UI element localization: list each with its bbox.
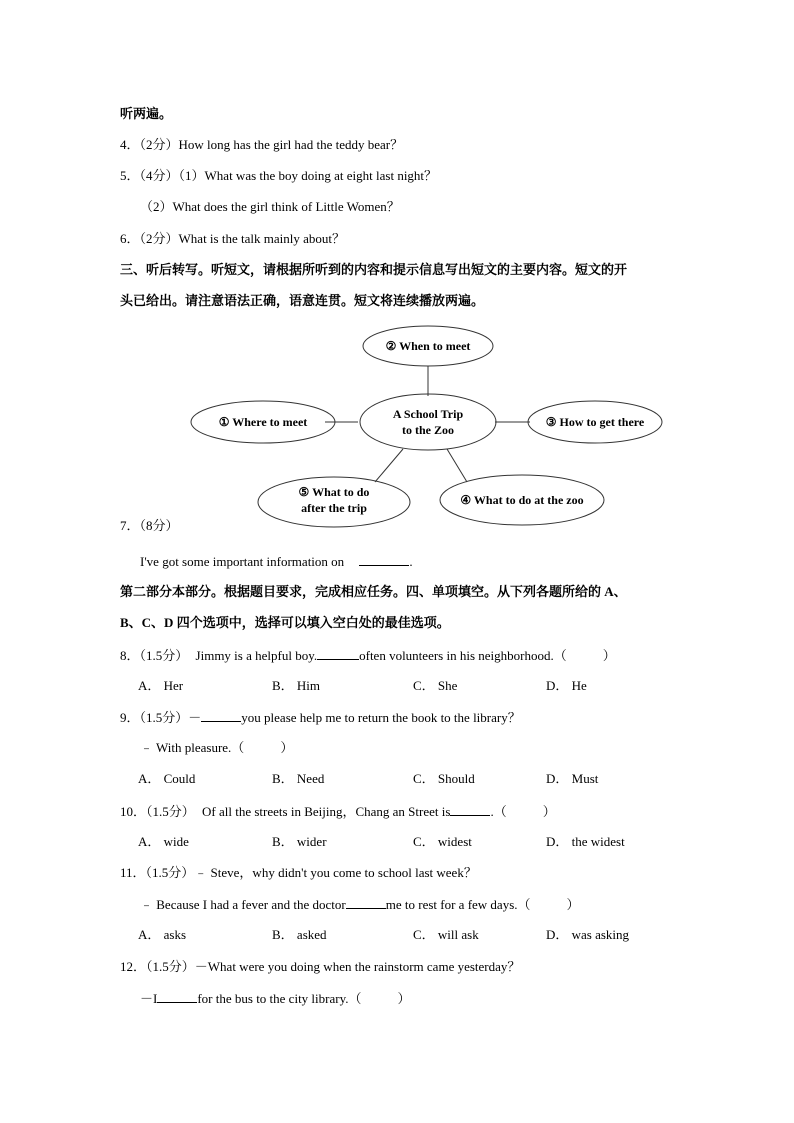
question-9 bbox=[120, 709, 521, 726]
question-12 bbox=[120, 959, 520, 975]
node-where-label: ① Where to meet bbox=[218, 415, 308, 429]
q6-text: What is the talk mainly about？ bbox=[178, 231, 345, 246]
q11-number: 11． bbox=[120, 865, 146, 880]
q12-reply-before: －I bbox=[140, 991, 158, 1006]
q10-blank[interactable] bbox=[450, 803, 490, 816]
q11-reply-before: ﹣ Because I had a fever and the doctor bbox=[140, 897, 346, 912]
q9-text-after: you please help me to return the book to the library？ bbox=[241, 710, 521, 725]
q10-option-a[interactable]: A． wide bbox=[138, 834, 189, 849]
q7-score: （8分） bbox=[139, 518, 179, 533]
q8-number: 8． bbox=[120, 648, 140, 663]
q8-option-b[interactable]: B． Him bbox=[272, 678, 321, 693]
q11-reply-after: me to rest for a few days.（ bbox=[385, 897, 531, 912]
q10-text-before: Of all the streets in Beijing，Chang an Street is bbox=[202, 804, 451, 819]
q7-end: . bbox=[409, 554, 413, 569]
q7-text: I've got some important information on bbox=[140, 554, 345, 569]
q9-reply bbox=[140, 740, 293, 756]
q8-text-after: often volunteers in his neighborhood.（ bbox=[359, 648, 567, 663]
question-6 bbox=[120, 231, 345, 247]
q8-close: ） bbox=[602, 648, 616, 663]
q8-option-a[interactable]: A． Her bbox=[138, 678, 184, 693]
q8-blank[interactable] bbox=[317, 647, 359, 660]
q11-option-d[interactable]: D． was asking bbox=[546, 927, 630, 942]
q10-text-after: .（ bbox=[490, 804, 507, 819]
node-center-label-2: to the Zoo bbox=[402, 423, 454, 437]
q8-option-c[interactable]: C． She bbox=[413, 678, 458, 693]
q8-text-before: Jimmy is a helpful boy. bbox=[195, 648, 318, 663]
question-5 bbox=[120, 168, 437, 184]
q7-prompt bbox=[140, 553, 413, 570]
q10-number: 10． bbox=[120, 804, 147, 819]
q12-score: （1.5分） bbox=[146, 959, 195, 974]
q9-close: ） bbox=[280, 740, 294, 755]
section3-instruction-line2: 头已给出。请注意语法正确，语意连贯。短文将连续播放两遍。 bbox=[120, 293, 485, 308]
q9-dash: － bbox=[188, 710, 202, 725]
q4-number: 4． bbox=[120, 137, 140, 152]
q8-score: （1.5分） bbox=[139, 648, 189, 663]
q6-number: 6． bbox=[120, 231, 140, 246]
q12-text: －What were you doing when the rainstorm came yesterday？ bbox=[194, 959, 521, 974]
q9-option-c[interactable]: C． Should bbox=[413, 771, 475, 786]
node-when-label: ② When to meet bbox=[385, 339, 471, 353]
node-after-label-1: ⑤ What to do bbox=[298, 485, 370, 499]
q11-blank[interactable] bbox=[346, 896, 386, 909]
q10-option-b[interactable]: B． wider bbox=[272, 834, 327, 849]
q9-reply-text: ﹣ With pleasure.（ bbox=[140, 740, 245, 755]
q9-option-b[interactable]: B． Need bbox=[272, 771, 325, 786]
intro-tail: 听两遍。 bbox=[120, 106, 173, 121]
q10-option-c[interactable]: C． widest bbox=[413, 834, 472, 849]
q11-reply bbox=[140, 896, 580, 913]
q5-part2: （2）What does the girl think of Little Women？ bbox=[140, 199, 400, 214]
mind-map-diagram bbox=[185, 324, 670, 530]
section3-instruction-line1: 三、听后转写。听短文，请根据所听到的内容和提示信息写出短文的主要内容。短文的开 bbox=[120, 262, 628, 277]
q7-blank[interactable] bbox=[359, 553, 409, 566]
q4-text: How long has the girl had the teddy bear？ bbox=[178, 137, 404, 152]
node-center-label-1: A School Trip bbox=[392, 407, 464, 421]
question-7 bbox=[120, 518, 179, 534]
connector-bottom-right bbox=[447, 449, 467, 482]
q9-blank[interactable] bbox=[201, 709, 241, 722]
q11-option-b[interactable]: B． asked bbox=[272, 927, 327, 942]
q10-option-d[interactable]: D． the widest bbox=[546, 834, 625, 849]
q11-score: （1.5分） bbox=[145, 865, 195, 880]
q5-part1: （1）What was the boy doing at eight last night？ bbox=[178, 168, 438, 183]
q9-score: （1.5分） bbox=[139, 710, 189, 725]
q5-score: （4分） bbox=[139, 168, 179, 183]
q5-number: 5． bbox=[120, 168, 140, 183]
node-zoo-label: ④ What to do at the zoo bbox=[460, 493, 584, 507]
question-4 bbox=[120, 137, 403, 153]
question-10 bbox=[120, 803, 556, 820]
q9-option-d[interactable]: D． Must bbox=[546, 771, 599, 786]
q11-close: ） bbox=[566, 897, 580, 912]
node-after-label-2: after the trip bbox=[301, 501, 367, 515]
question-11 bbox=[120, 865, 477, 881]
q12-reply bbox=[140, 990, 411, 1007]
q9-option-a[interactable]: A． Could bbox=[138, 771, 196, 786]
q6-score: （2分） bbox=[139, 231, 179, 246]
q12-blank[interactable] bbox=[157, 990, 197, 1003]
part2-instruction-line1: 第二部分本部分。根据题目要求，完成相应任务。四、单项填空。从下列各题所给的 A、 bbox=[120, 584, 627, 599]
question-8 bbox=[120, 647, 616, 664]
q8-option-d[interactable]: D． He bbox=[546, 678, 587, 693]
q7-number: 7． bbox=[120, 518, 140, 533]
part2-instruction-line2: B、C、D 四个选项中，选择可以填入空白处的最佳选项。 bbox=[120, 615, 450, 630]
q12-number: 12． bbox=[120, 959, 147, 974]
node-center bbox=[360, 394, 496, 450]
q10-close: ） bbox=[542, 804, 556, 819]
connector-bottom-left bbox=[375, 449, 403, 482]
q9-number: 9． bbox=[120, 710, 140, 725]
q12-reply-after: for the bus to the city library.（ bbox=[197, 991, 362, 1006]
q11-text: ﹣ Steve，why didn't you come to school last week？ bbox=[194, 865, 477, 880]
q11-option-c[interactable]: C． will ask bbox=[413, 927, 479, 942]
node-how-label: ③ How to get there bbox=[545, 415, 645, 429]
q12-close: ） bbox=[397, 991, 411, 1006]
q11-option-a[interactable]: A． asks bbox=[138, 927, 187, 942]
q10-score: （1.5分） bbox=[146, 804, 195, 819]
q4-score: （2分） bbox=[139, 137, 179, 152]
